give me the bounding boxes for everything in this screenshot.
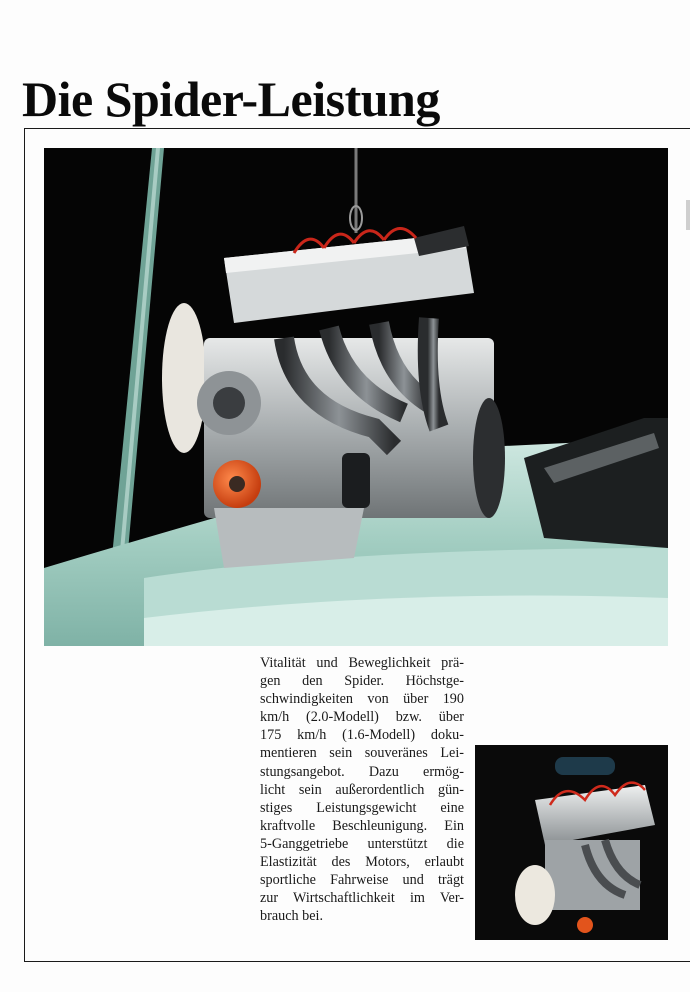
- page-edge-mark: [686, 200, 690, 230]
- article-line: Elastizität des Motors, erlaubt: [260, 854, 464, 871]
- article-line: zur Wirtschaftlichkeit im Ver-: [260, 890, 464, 907]
- engine-main-photo: [44, 148, 668, 646]
- article-text: [260, 654, 464, 925]
- article-line: km/h (2.0-Modell) bzw. über: [260, 709, 464, 726]
- engine-detail-illustration: [475, 745, 668, 940]
- article-line: kraftvolle Beschleunigung. Ein: [260, 817, 464, 834]
- engine-detail-photo: [475, 745, 668, 940]
- article-line: stiges Leistungsgewicht eine: [260, 799, 464, 816]
- article-line: 5-Ganggetriebe unterstützt die: [260, 835, 464, 852]
- article-line: brauch bei.: [260, 908, 324, 925]
- article-line: gen den Spider. Höchstge-: [260, 673, 464, 690]
- engine-illustration: [44, 148, 668, 646]
- article-line: schwindigkeiten von über 190: [260, 691, 464, 708]
- article-line: Vitalität und Beweglichkeit prä-: [260, 655, 464, 671]
- article-line: 175 km/h (1.6-Modell) doku-: [260, 727, 464, 744]
- article-line: licht sein außerordentlich gün-: [260, 781, 464, 798]
- article-line: mentieren sein souveränes Lei-: [260, 745, 464, 762]
- article-line: sportliche Fahrweise und trägt: [260, 872, 464, 889]
- article-line: stungsangebot. Dazu ermög-: [260, 763, 464, 780]
- page-title: Die Spider-Leistung: [22, 71, 440, 127]
